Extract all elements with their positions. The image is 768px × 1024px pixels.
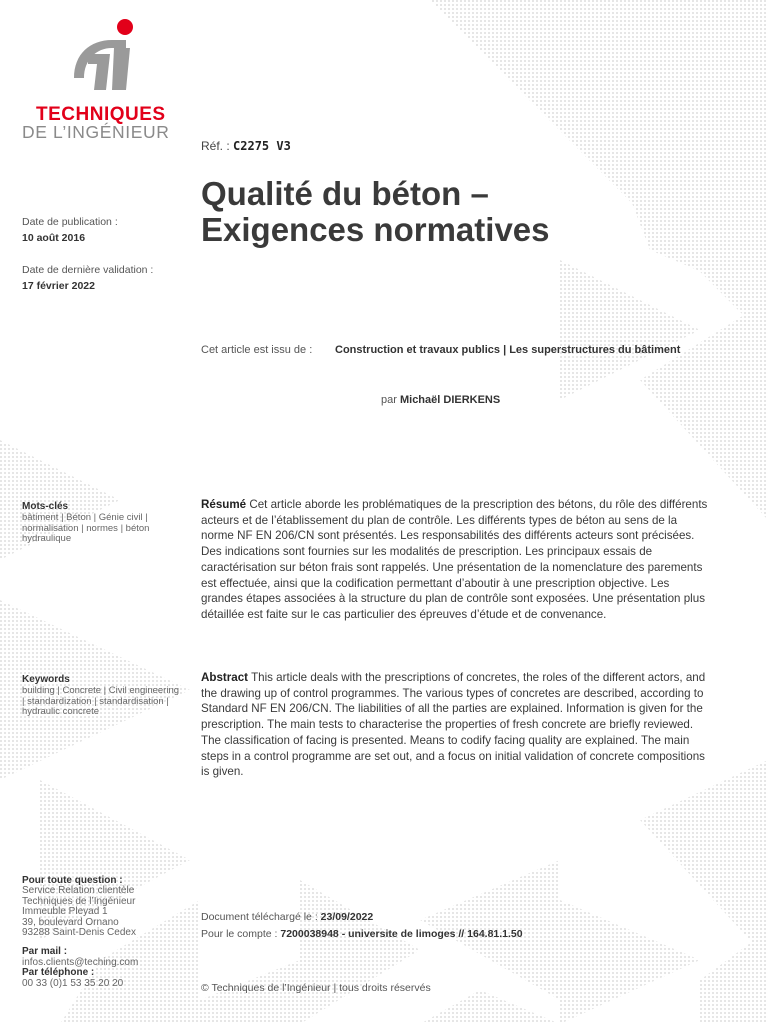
download-date-value: 23/09/2022 [320, 911, 374, 923]
copyright: © Techniques de l’Ingénieur | tous droits réservés [201, 982, 431, 994]
resume-text: Cet article aborde les problématiques de la prescription des bétons, du rôle des différents acteurs et de l’établissement du plan de contrôle. Les différents types de béton au sens de la norme NF EN 206/CN sont présentés. Les responsabilités des différents acteurs sont précisées. Des indications sont fournies sur les modalités de prescription. Les principaux essais de caractérisation sur béton frais sont rappelés. Une présentation de la nomenclature des parements est effectuée, ainsi que la codification permettant d’aboutir à une prescription objective. Les grandes étapes associées à la structure du plan de contrôle sont exposées. Une présentation plus détaillée est faite sur le cas particulier des épreuves d’étude et de convenance. [201, 498, 708, 621]
author-prefix: par [381, 394, 397, 406]
publication-date-label: Date de publication : [22, 216, 118, 228]
abstract-paragraph [201, 670, 709, 780]
reference [201, 139, 291, 153]
techniques-ingenieur-logo-icon [68, 18, 148, 98]
abstract-heading: Abstract [201, 671, 249, 684]
source-label: Cet article est issu de : [201, 344, 313, 356]
contact-address-line: 39, boulevard Ornano [22, 916, 119, 928]
contact-phone-heading: Par téléphone : [22, 967, 95, 979]
contact-address-line: Service Relation clientèle [22, 885, 135, 897]
title-line-2: Exigences normatives [201, 211, 550, 248]
keywords-fr-list: bâtiment | Béton | Génie civil | normalisation | normes | béton hydraulique [22, 512, 150, 544]
contact-mail-heading: Par mail : [22, 946, 68, 958]
reference-value: C2275 V3 [233, 139, 291, 153]
keywords-en-list: building | Concrete | Civil engineering | standardization | standardisation | hydraulic concrete [22, 685, 180, 717]
resume-paragraph [201, 497, 709, 623]
download-account-value: 7200038948 - universite de limoges // 164.81.1.50 [280, 928, 523, 940]
validation-date-value: 17 février 2022 [22, 280, 95, 292]
author [381, 394, 500, 406]
contact-block [22, 876, 192, 989]
keywords-en-title: Keywords [22, 674, 70, 685]
reference-label: Réf. : [201, 139, 230, 153]
author-name: Michaël DIERKENS [399, 394, 501, 406]
publication-date-value: 10 août 2016 [22, 232, 86, 244]
abstract-text: This article deals with the prescriptions of concretes, the roles of the different actors, and the drawing up of control programmes. The various types of concretes are described, according to Standard NF EN 206/CN. The liabilities of all the parties are explained. Information is given for the prescription. The main tests to characterise the properties of fresh concrete are briefly reviewed. The classification of facing is presented. Means to codify facing quality are explained. The main steps in a control programme are set out, and a focus on initial validation of concrete compositions is given. [201, 671, 706, 779]
contact-question-heading: Pour toute question : [22, 875, 123, 886]
contact-address-line: Immeuble Pleyad 1 [22, 906, 108, 918]
keywords-fr-title: Mots-clés [22, 501, 69, 512]
validation-date-label: Date de dernière validation : [22, 264, 154, 276]
logo-text-techniques: TECHNIQUES [36, 104, 166, 125]
resume-heading: Résumé [201, 498, 247, 511]
contact-phone: 00 33 (0)1 53 35 20 20 [22, 977, 124, 989]
download-date-label: Document téléchargé le : [201, 911, 318, 923]
download-date [201, 911, 373, 923]
contact-mail[interactable]: infos.clients@teching.com [22, 956, 139, 968]
logo-text-de-l-ingenieur: DE L’INGÉNIEUR [22, 122, 170, 142]
download-account [201, 928, 523, 940]
download-account-label: Pour le compte : [201, 928, 278, 940]
article-title [201, 176, 701, 248]
contact-address-line: Techniques de l’Ingénieur [22, 895, 136, 907]
contact-address-line: 93288 Saint-Denis Cedex [22, 927, 136, 939]
title-line-1: Qualité du béton – [201, 175, 489, 212]
source-value: Construction et travaux publics | Les superstructures du bâtiment [335, 344, 681, 356]
